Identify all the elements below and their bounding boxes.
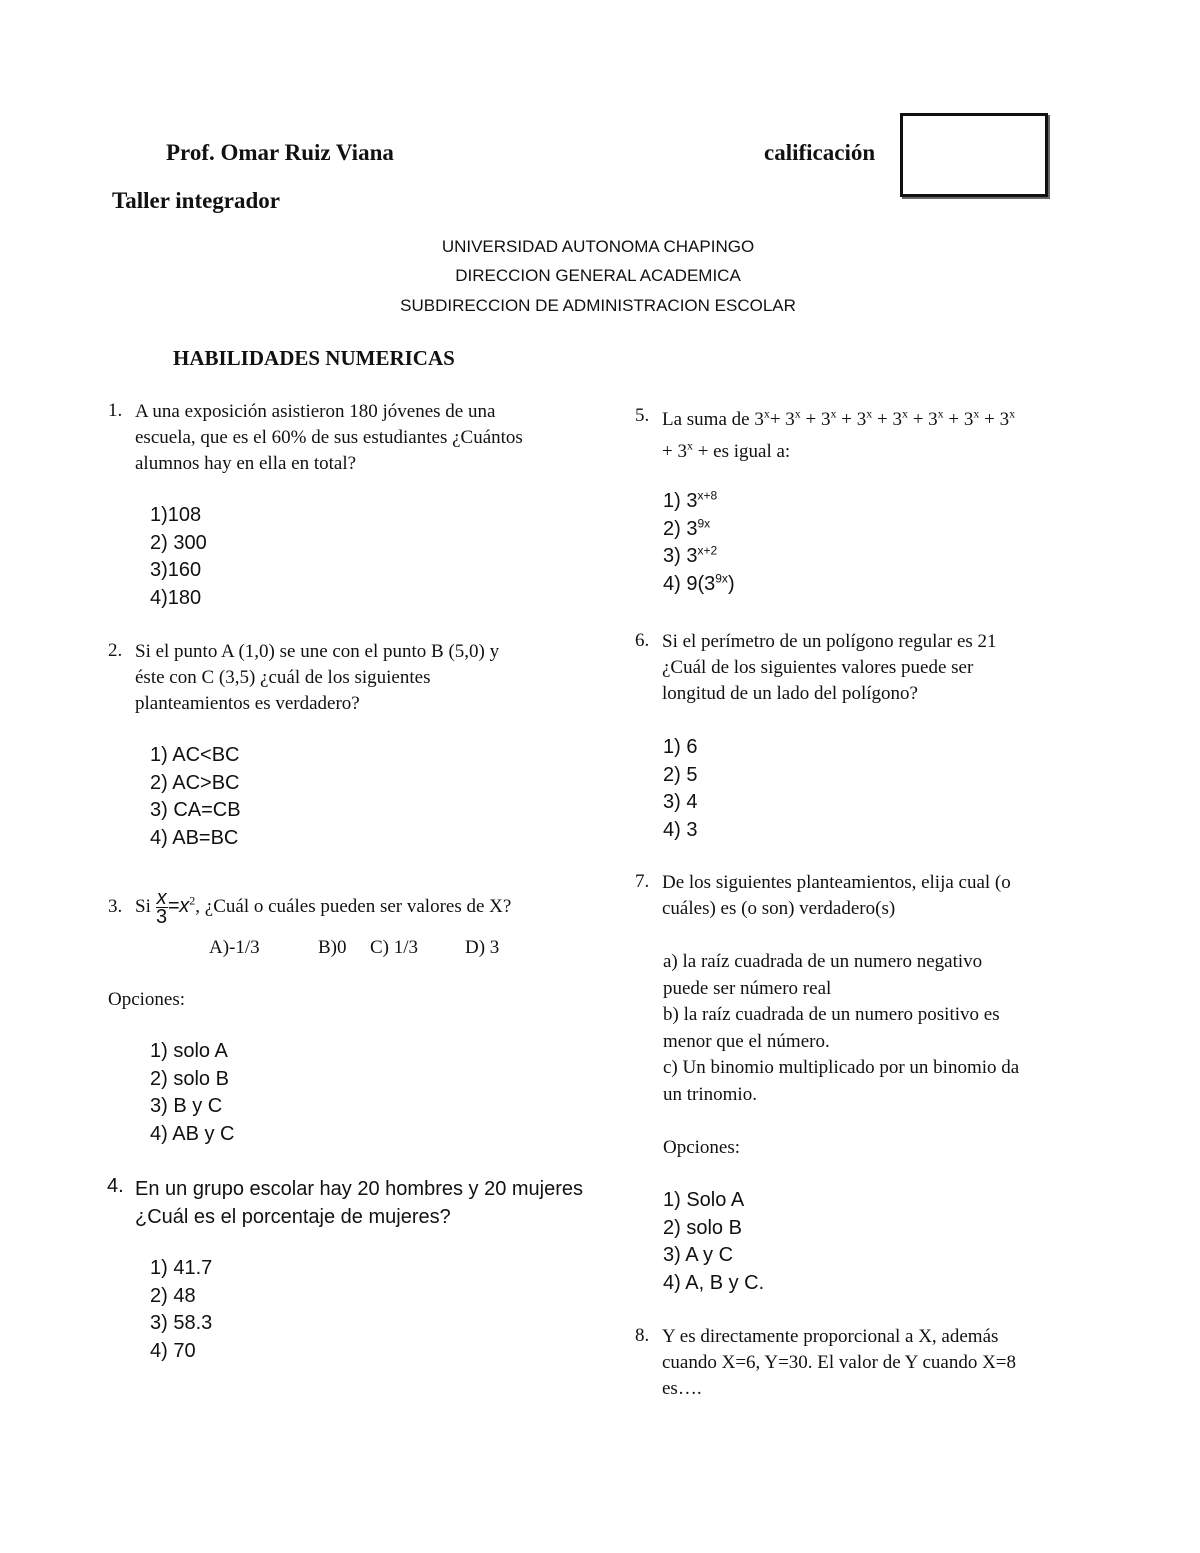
question-1-number: 1.	[108, 400, 123, 421]
question-5-line-1: La suma de $3^x+ 3^x + 3^x + 3^x + 3^x + 3^x + 3^x + 3^x$	[662, 406, 1016, 430]
question-2-options	[150, 742, 241, 852]
option: 1) 6	[663, 736, 698, 758]
question-2-text	[135, 639, 499, 717]
choice: D) 3	[465, 937, 500, 958]
equation: =x	[167, 895, 190, 917]
power-term: 3$^x$	[999, 406, 1016, 430]
question-7-text	[662, 870, 1011, 922]
option: 2) $3^{9x}$	[663, 515, 711, 540]
option: 1) 41.7	[150, 1257, 213, 1279]
option: 3) B y C	[150, 1095, 223, 1117]
question-5-line-2: + $3^x$ + es igual a:	[662, 438, 791, 462]
statement-line: un trinomio.	[663, 1083, 757, 1105]
power-term: 3$^x$	[928, 406, 944, 430]
power-term: 3$^x$	[785, 406, 801, 430]
question-8-line: es….	[662, 1378, 702, 1399]
option: 1)108	[150, 504, 202, 526]
professor-name: Prof. Omar Ruiz Viana	[166, 140, 394, 165]
question-7-options	[663, 1187, 764, 1297]
statement-line: puede ser número real	[663, 977, 832, 999]
question-7-number: 7.	[635, 871, 650, 892]
question-5-number: 5.	[635, 405, 650, 426]
option: 4) AB=BC	[150, 826, 239, 849]
question-3-si: Si	[135, 896, 151, 917]
question-5-lead: La suma de	[662, 409, 750, 430]
option: 4) 70	[150, 1339, 196, 1362]
question-4-options	[150, 1255, 212, 1365]
power-term: 3$^x$	[856, 406, 873, 430]
grade-label: calificación	[764, 140, 876, 165]
fraction-denominator: 3	[156, 906, 168, 929]
question-6-text	[662, 629, 997, 707]
question-3-number: 3.	[108, 896, 123, 917]
question-7-line: cuáles) es (o son) verdadero(s)	[662, 898, 896, 919]
option: 3) $3^{x+2}$	[663, 543, 718, 567]
question-4-number: 4.	[107, 1175, 124, 1197]
document-subtitle: Taller integrador	[112, 188, 281, 213]
exponent: 2	[189, 893, 196, 908]
option: 2) 48	[150, 1284, 196, 1307]
fraction	[156, 887, 168, 929]
question-8-line: cuando X=6, Y=30. El valor de Y cuando X=8	[662, 1352, 1017, 1373]
power-term: 3$^x$	[892, 406, 908, 430]
option: 1) $3^{x+8}$	[663, 488, 718, 512]
power-term: 3$^x$	[677, 438, 693, 462]
question-1-options	[150, 502, 207, 612]
question-7-opciones-label: Opciones:	[663, 1137, 741, 1158]
question-5-options	[663, 488, 735, 598]
question-5-text	[662, 404, 1015, 468]
question-2-line: planteamientos es verdadero?	[135, 693, 360, 714]
option: 2) AC>BC	[150, 771, 240, 794]
option: 1) AC<BC	[150, 744, 240, 766]
statement-line: menor que el número.	[663, 1030, 830, 1052]
option: 2) solo B	[663, 1216, 742, 1239]
question-3-options	[150, 1038, 234, 1148]
option: 3) CA=CB	[150, 799, 241, 821]
institution-line-1: UNIVERSIDAD AUTONOMA CHAPINGO	[441, 237, 755, 256]
question-8-line: Y es directamente proporcional a X, además	[662, 1326, 999, 1347]
option: 3)160	[150, 559, 202, 581]
question-3-text	[135, 883, 511, 930]
question-2-line: éste con C (3,5) ¿cuál de los siguientes	[135, 667, 431, 688]
question-1-line: escuela, que es el 60% de sus estudiantes ¿Cuántos	[135, 427, 523, 448]
choice: A)-1/3	[209, 937, 260, 958]
question-6-options	[663, 734, 697, 844]
question-2-number: 2.	[108, 640, 123, 661]
question-7-statements	[663, 949, 1019, 1108]
statement-line: a) la raíz cuadrada de un numero negativo	[663, 951, 983, 972]
question-4-line: ¿Cuál es el porcentaje de mujeres?	[135, 1206, 451, 1228]
option: 2) solo B	[150, 1067, 229, 1090]
statement-line: c) Un binomio multiplicado por un binomio da	[663, 1057, 1020, 1078]
question-1-line: A una exposición asistieron 180 jóvenes de una	[135, 401, 496, 422]
question-6-line: ¿Cuál de los siguientes valores puede ser	[662, 657, 974, 678]
option: 1) solo A	[150, 1040, 228, 1062]
grade-box	[900, 113, 1048, 197]
institution-line-3: SUBDIRECCION DE ADMINISTRACION ESCOLAR	[400, 296, 796, 315]
option: 4) AB y C	[150, 1122, 235, 1145]
question-4-line: En un grupo escolar hay 20 hombres y 20 mujeres	[135, 1178, 584, 1200]
option: 4) A, B y C.	[663, 1271, 765, 1294]
statement-line: b) la raíz cuadrada de un numero positivo es	[663, 1004, 1000, 1025]
option: 3) 58.3	[150, 1312, 213, 1334]
question-1-text	[135, 399, 523, 477]
fraction-numerator: x	[156, 887, 167, 910]
question-2-line: Si el punto A (1,0) se une con el punto B (5,0) y	[135, 641, 500, 662]
option: 3) 4	[663, 791, 698, 813]
option: 2) 300	[150, 531, 207, 554]
option: 4) $9(3^{9x})$	[663, 570, 735, 595]
power-term: 3$^x$	[963, 406, 980, 430]
question-1-line: alumnos hay en ella en total?	[135, 453, 357, 474]
institution-line-2: DIRECCION GENERAL ACADEMICA	[455, 266, 741, 285]
question-7-line: De los siguientes planteamientos, elija cual (o	[662, 872, 1011, 893]
option: 4) 3	[663, 818, 698, 841]
question-6-line: longitud de un lado del polígono?	[662, 683, 918, 704]
question-3-rest: , ¿Cuál o cuáles pueden ser valores de X?	[195, 896, 512, 917]
question-5-tail: + es igual a:	[697, 441, 791, 462]
question-8-text	[662, 1324, 1016, 1402]
question-3-opciones-label: Opciones:	[108, 989, 186, 1010]
option: 3) A y C	[663, 1244, 734, 1266]
option: 2) 5	[663, 763, 698, 786]
option: 1) Solo A	[663, 1189, 745, 1211]
power-term: 3$^x$	[821, 406, 837, 430]
question-6-number: 6.	[635, 630, 650, 651]
question-3-choices	[209, 935, 260, 961]
option: 4)180	[150, 586, 202, 609]
section-title: HABILIDADES NUMERICAS	[173, 346, 455, 370]
choice: B)0	[318, 937, 347, 958]
power-term: 3$^x$	[754, 406, 770, 430]
question-6-line: Si el perímetro de un polígono regular es 21	[662, 631, 997, 652]
question-8-number: 8.	[635, 1325, 650, 1346]
choice: C) 1/3	[370, 937, 419, 958]
question-4-text	[135, 1175, 583, 1231]
